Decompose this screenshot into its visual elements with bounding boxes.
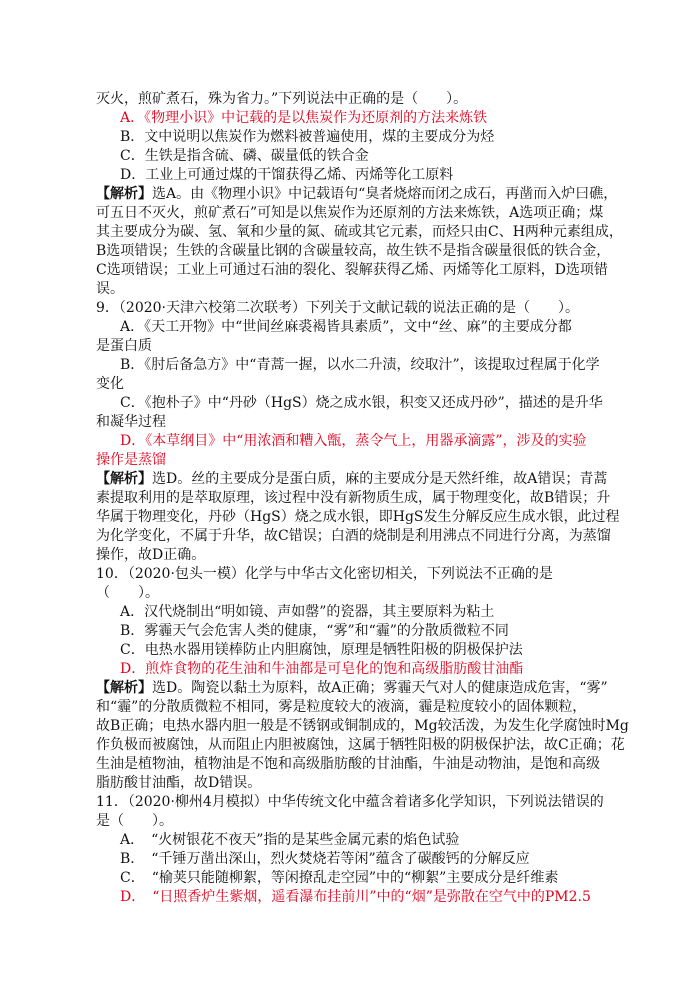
analysis-line: 素提取利用的是萃取原理，该过程中没有新物质生成，属于物理变化，故B错误；升 xyxy=(96,490,611,506)
option-c: C． “榆荚只能随柳絮，等闲撩乱走空园”中的“柳絮”主要成分是纤维素 xyxy=(120,870,559,886)
analysis-line: 故B正确；电热水器内胆一般是不锈钢或铜制成的，Mg较活泼，为发生化学腐蚀时Mg xyxy=(96,718,629,734)
analysis-label: 【解析】 xyxy=(96,186,152,202)
option-a-cont: 是蛋白质 xyxy=(96,338,152,354)
option-a: A．汉代烧制出“明如镜、声如罄”的瓷器，其主要原料为粘土 xyxy=(120,604,495,620)
analysis-label: 【解析】 xyxy=(96,471,152,487)
question-stem: 11．（2020·柳州4月模拟）中华传统文化中蕴含着诸多化学知识，下列说法错误的 xyxy=(96,794,604,810)
question-10 xyxy=(96,565,629,793)
option-c: C．电热水器用镁棒防止内胆腐蚀，原理是牺牲阳极的阴极保护法 xyxy=(120,642,523,658)
analysis-line: 作负极而被腐蚀，从而阻止内胆被腐蚀，这属于牺牲阳极的阴极保护法，故C正确；花 xyxy=(96,737,625,753)
option-b-cont: 变化 xyxy=(96,376,124,392)
option-a: A． “火树银花不夜天”指的是某些金属元素的焰色试验 xyxy=(120,832,460,848)
option-d: D．工业上可通过煤的干馏获得乙烯、丙烯等化工原料 xyxy=(120,167,454,183)
analysis-line: B选项错误；生铁的含碳量比钢的含碳量较高，故生铁不是指含碳量很低的铁合金， xyxy=(96,243,611,259)
analysis-line: 其主要成分为碳、氢、氧和少量的氮、硫或其它元素，而烃只由C、H两种元素组成， xyxy=(96,224,623,240)
option-a: A．《物理小识》中记载的是以焦炭作为还原剂的方法来炼铁 xyxy=(120,110,488,126)
question-stem-cont: 是（ ）。 xyxy=(96,813,173,829)
analysis-label: 【解析】 xyxy=(96,680,152,696)
option-a: A．《天工开物》中“世间丝麻裘褐皆具素质”，文中“丝、麻”的主要成分都 xyxy=(120,319,572,335)
analysis-line: 脂肪酸甘油酯，故D错误。 xyxy=(96,775,262,791)
option-b: B．雾霾天气会危害人类的健康，“雾”和“霾”的分散质微粒不同 xyxy=(120,623,509,639)
analysis-line: 为化学变化，不属于升华，故C错误；白酒的烧制是利用沸点不同进行分离，为蒸馏 xyxy=(96,528,611,544)
analysis-line: 误。 xyxy=(96,281,124,297)
document-page xyxy=(96,90,629,907)
option-b: B．文中说明以焦炭作为燃料被普遍使用，煤的主要成分为烃 xyxy=(120,129,495,145)
question-8-continuation xyxy=(96,90,623,299)
option-c-cont: 和凝华过程 xyxy=(96,414,166,430)
option-c: C．《抱朴子》中“丹砂（HgS）烧之成水银，积变又还成丹砂”，描述的是升华 xyxy=(120,395,603,411)
analysis-line: 【解析】选A。由《物理小识》中记载语句“臭者烧熔而闭之成石，再凿而入炉曰礁， xyxy=(96,186,618,202)
option-b: B．《肘后备急方》中“青蒿一握，以水二升渍，绞取汁”，该提取过程属于化学 xyxy=(120,357,600,373)
option-b: B． “千锤万凿出深山，烈火焚烧若等闲”蕴含了碳酸钙的分解反应 xyxy=(120,851,530,867)
question-stem: 10．（2020·包头一模）化学与中华古文化密切相关，下列说法不正确的是 xyxy=(96,566,553,582)
question-11 xyxy=(96,793,606,907)
option-d-cont: 操作是蒸馏 xyxy=(96,452,166,468)
analysis-line: 华属于物理变化，丹砂（HgS）烧之成水银，即HgS发生分解反应生成水银，此过程 xyxy=(96,509,620,525)
analysis-line: 【解析】选D。丝的主要成分是蛋白质，麻的主要成分是天然纤维，故A错误；青蒿 xyxy=(96,471,608,487)
option-c: C．生铁是指含硫、磷、碳量低的铁合金 xyxy=(120,148,369,164)
analysis-line: 可五日不灭火，煎矿煮石”可知是以焦炭作为还原剂的方法来炼铁，A选项正确；煤 xyxy=(96,205,604,221)
analysis-line: 和“霾”的分散质微粒不相同，雾是粒度较大的液滴，霾是粒度较小的固体颗粒， xyxy=(96,699,587,715)
question-stem: 9．（2020·天津六校第二次联考）下列关于文献记载的说法正确的是（ ）。 xyxy=(96,300,579,316)
analysis-line: 【解析】选D。陶瓷以黏土为原料，故A正确；雾霾天气对人的健康造成危害，“雾” xyxy=(96,680,608,696)
analysis-line: 操作，故D正确。 xyxy=(96,547,206,563)
question-9 xyxy=(96,299,620,565)
question-stem-line: 灭火，煎矿煮石，殊为省力。”下列说法中正确的是（ ）。 xyxy=(96,91,468,107)
option-d: D．《本草纲目》中“用浓酒和糟入甑，蒸令气上，用器承滴露”，涉及的实验 xyxy=(120,433,587,449)
question-stem-cont: （ ）。 xyxy=(96,585,159,601)
analysis-line: C选项错误；工业上可通过石油的裂化、裂解获得乙烯、丙烯等化工原料，D选项错 xyxy=(96,262,608,278)
analysis-line: 生油是植物油，植物油是不饱和高级脂肪酸的甘油酯，牛油是动物油，是饱和高级 xyxy=(96,756,600,772)
option-d: D． “日照香炉生紫烟，遥看瀑布挂前川”中的“烟”是弥散在空气中的PM2.5 xyxy=(120,889,591,905)
option-d: D．煎炸食物的花生油和牛油都是可皂化的饱和高级脂肪酸甘油酯 xyxy=(120,661,524,677)
